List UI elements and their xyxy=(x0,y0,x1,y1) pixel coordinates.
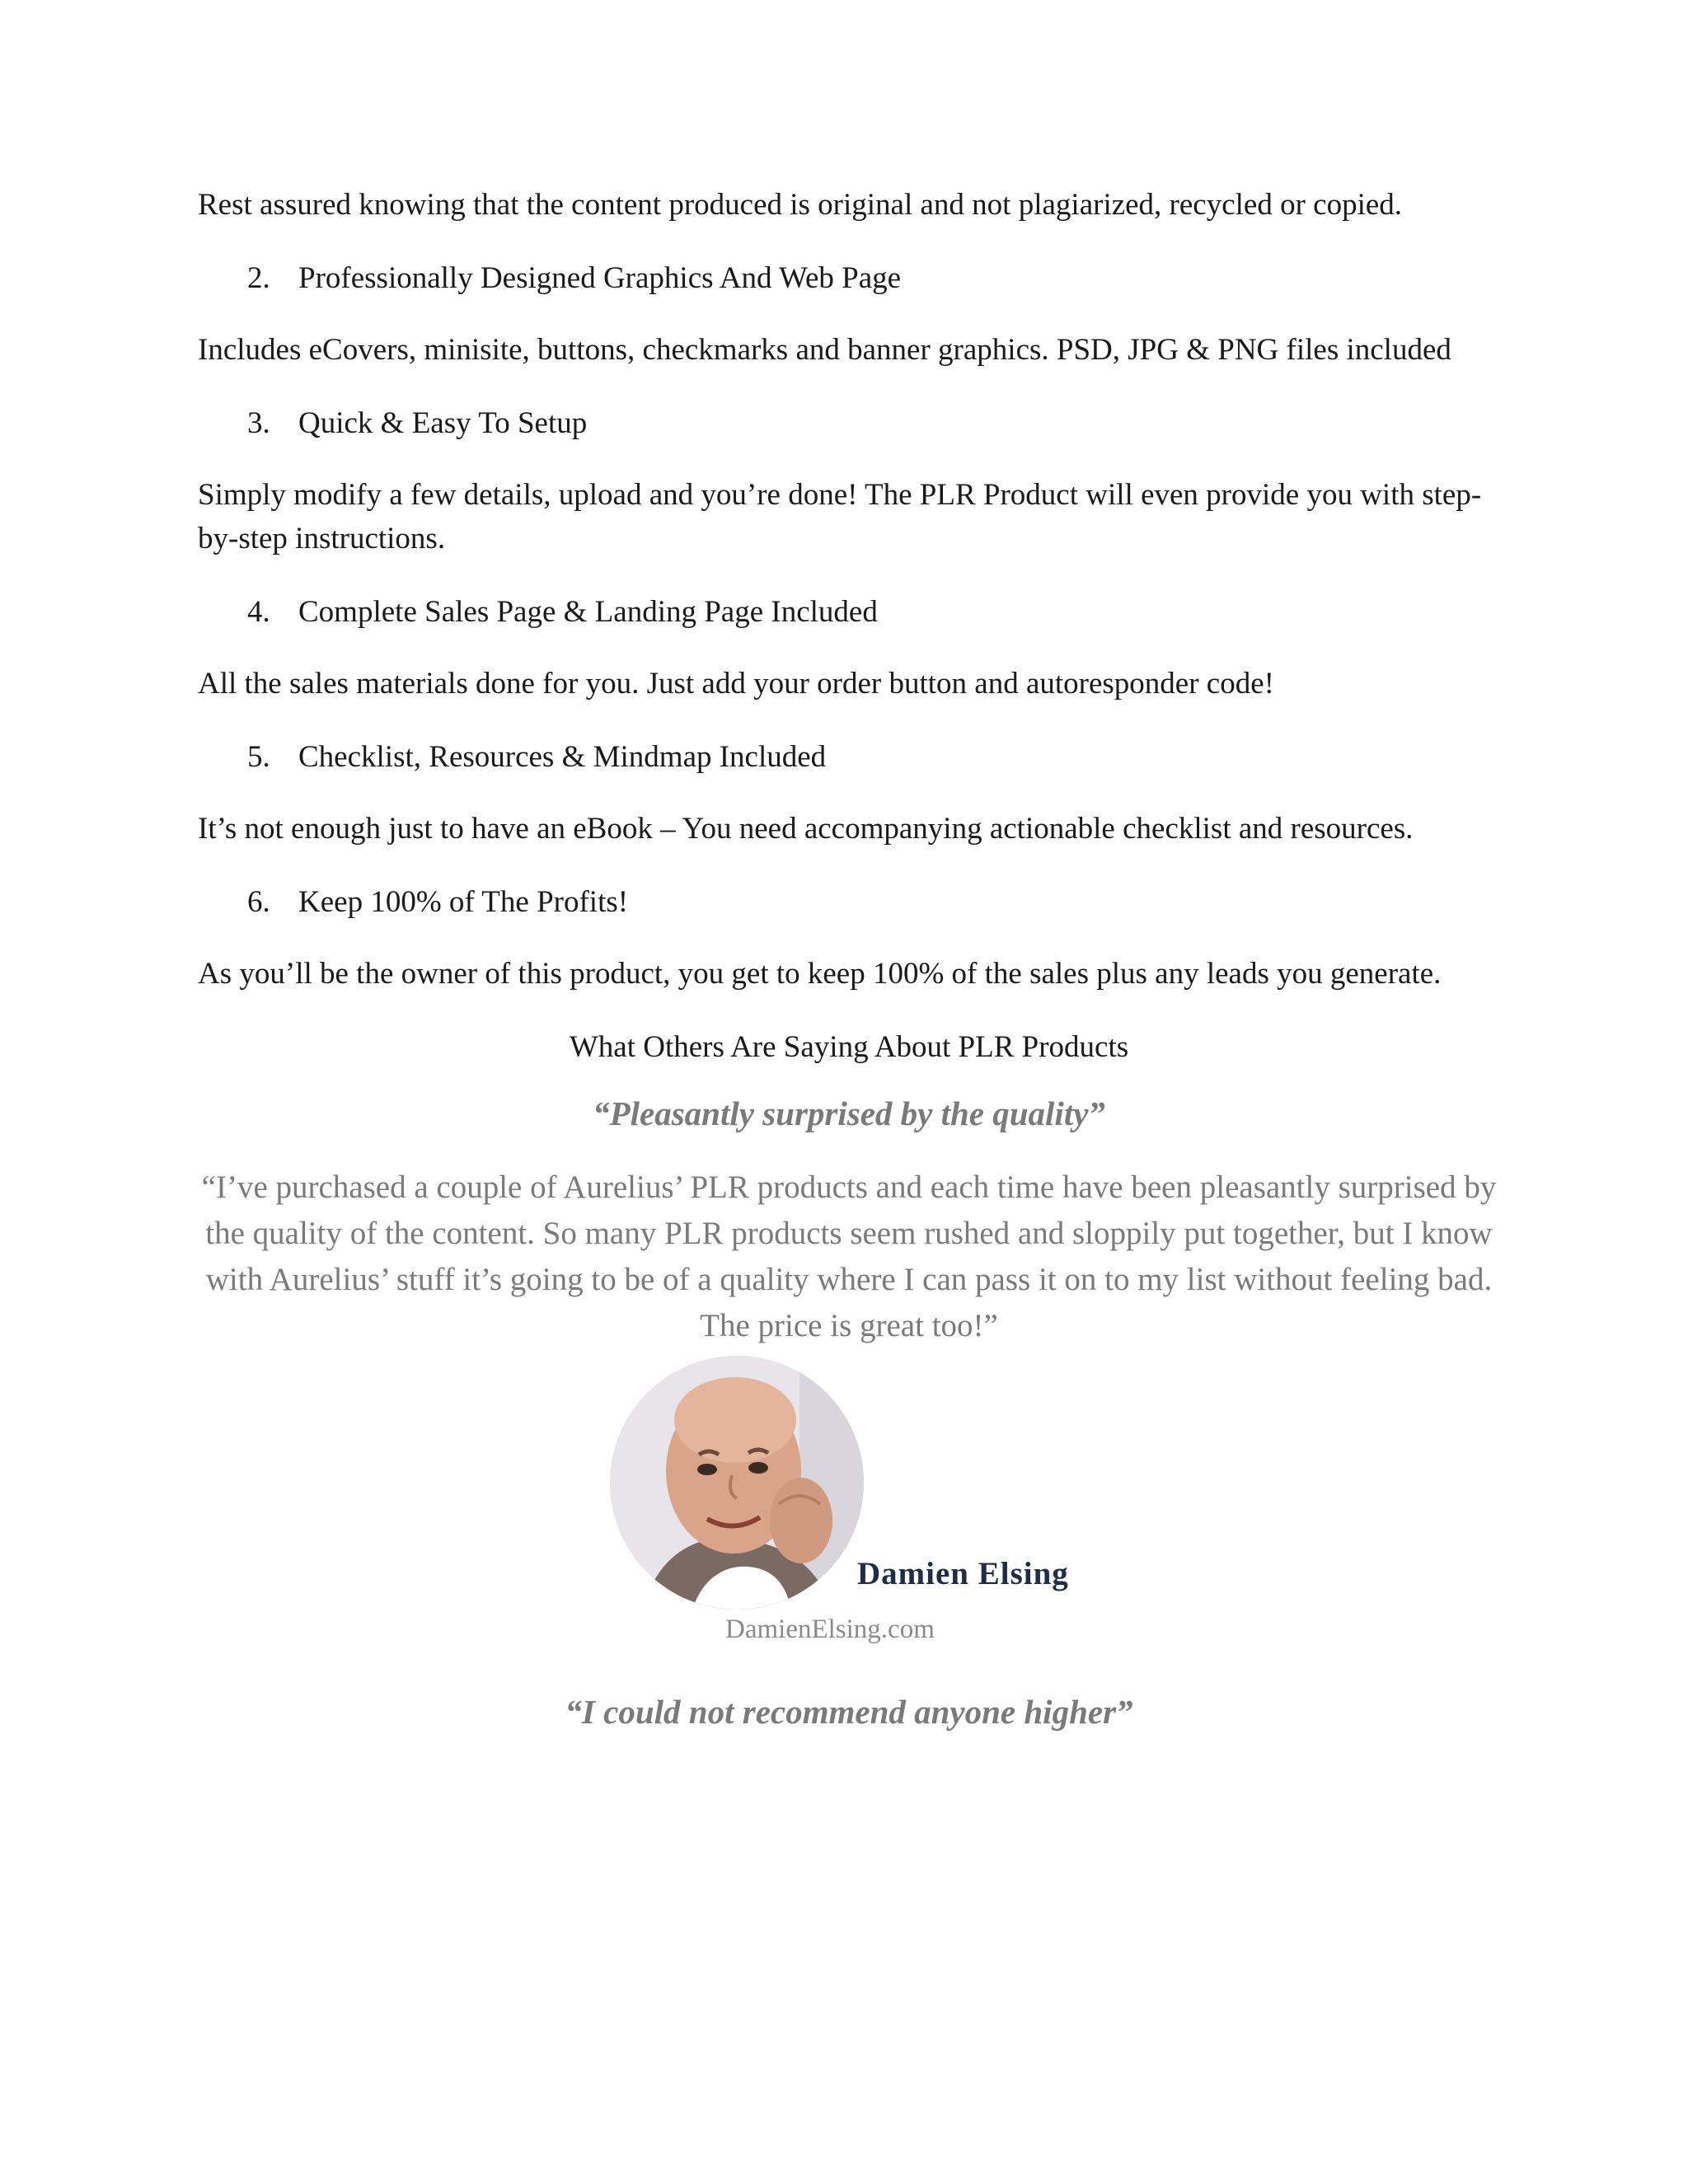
feature-title: Quick & Easy To Setup xyxy=(298,406,588,440)
testimonial-body: “I’ve purchased a couple of Aurelius’ PLR products and each time have been pleasantly surprised by the quality of the content. So many PLR products seem rushed and sloppily put together, but I know with Aurelius’ stuff it’s going to be of a quality where I can pass it on to my list without feeling bad. The price is great too!” xyxy=(201,1169,1497,1343)
feature-number: 3. xyxy=(247,406,270,440)
author-website: DamienElsing.com xyxy=(725,1615,935,1644)
feature-item-3 xyxy=(198,401,1500,445)
feature-number: 5. xyxy=(247,740,270,774)
feature-description: As you’ll be the owner of this product, you get to keep 100% of the sales plus any leads you generate. xyxy=(198,957,1442,991)
feature-title: Keep 100% of The Profits! xyxy=(298,885,629,919)
feature-item-2 xyxy=(198,256,1500,300)
feature-title: Professionally Designed Graphics And Web Page xyxy=(298,261,902,295)
testimonial-author-block xyxy=(198,1349,1500,1679)
feature-title: Checklist, Resources & Mindmap Included xyxy=(298,740,827,774)
feature-description: All the sales materials done for you. Just add your order button and autoresponder code! xyxy=(198,667,1274,701)
feature-number: 2. xyxy=(247,261,270,295)
feature-number: 6. xyxy=(247,885,270,919)
avatar-photo-icon xyxy=(610,1356,864,1610)
feature-title: Complete Sales Page & Landing Page Included xyxy=(298,595,878,629)
feature-description: Includes eCovers, minisite, buttons, checkmarks and banner graphics. PSD, JPG & PNG files included xyxy=(198,333,1451,367)
avatar xyxy=(610,1356,864,1610)
intro-paragraph: Rest assured knowing that the content produced is original and not plagiarized, recycled or copied. xyxy=(198,188,1403,222)
testimonials-heading: What Others Are Saying About PLR Products xyxy=(569,1030,1129,1064)
feature-description: Simply modify a few details, upload and you’re done! The PLR Product will even provide you with step-by-step instructions. xyxy=(198,478,1482,555)
page-content xyxy=(198,183,1500,1735)
feature-item-4 xyxy=(198,590,1500,634)
feature-item-5 xyxy=(198,735,1500,779)
feature-number: 4. xyxy=(247,595,270,629)
testimonial-title: “Pleasantly surprised by the quality” xyxy=(593,1094,1105,1132)
testimonial-title: “I could not recommend anyone higher” xyxy=(565,1693,1133,1731)
author-name: Damien Elsing xyxy=(857,1556,1069,1591)
feature-item-6 xyxy=(198,880,1500,924)
feature-description: It’s not enough just to have an eBook – You need accompanying actionable checklist and resources. xyxy=(198,812,1414,846)
